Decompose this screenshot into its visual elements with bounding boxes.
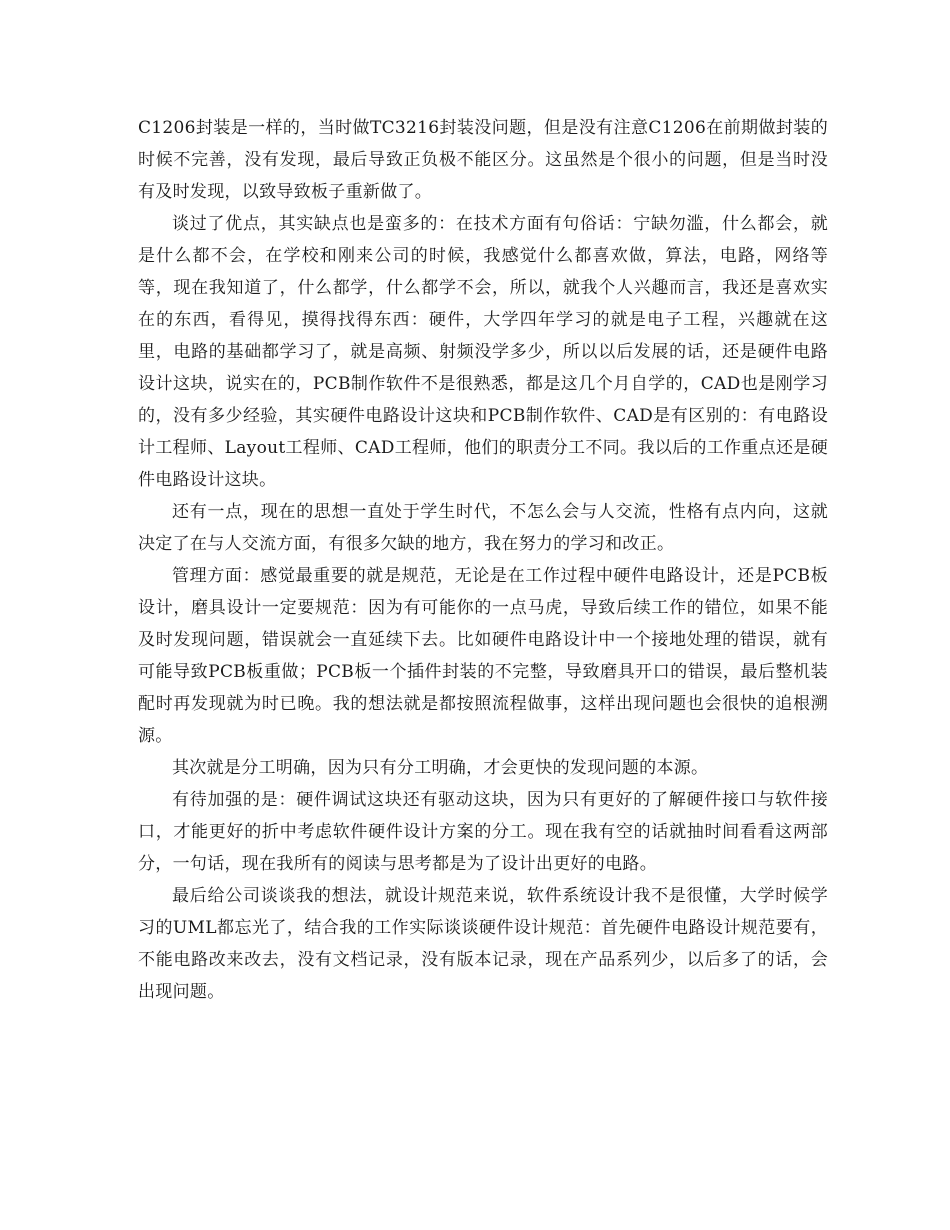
paragraph-continuation: C1206封装是一样的，当时做TC3216封装没问题，但是没有注意C1206在前期做封装的时候不完善，没有发现，最后导致正负极不能区分。这虽然是个很小的问题，但是当时没有及时发现，以致导致板子重新做了。 xyxy=(138,118,828,202)
paragraph-suggestions: 最后给公司谈谈我的想法，就设计规范来说，软件系统设计我不是很懂，大学时候学习的UML都忘光了，结合我的工作实际谈谈硬件设计规范：首先硬件电路设计规范要有，不能电路改来改去，没有文档记录，没有版本记录，现在产品系列少，以后多了的话，会出现问题。 xyxy=(138,886,828,1002)
paragraph-improvements: 有待加强的是：硬件调试这块还有驱动这块，因为只有更好的了解硬件接口与软件接口，才能更好的折中考虑软件硬件设计方案的分工。现在我有空的话就抽时间看看这两部分，一句话，现在我所有的阅读与思考都是为了设计出更好的电路。 xyxy=(138,790,828,874)
document-body xyxy=(138,112,828,1008)
paragraph-shortcomings: 谈过了优点，其实缺点也是蛮多的：在技术方面有句俗话：宁缺勿滥，什么都会，就是什么都不会，在学校和刚来公司的时候，我感觉什么都喜欢做，算法，电路，网络等等，现在我知道了，什么都学，什么都学不会，所以，就我个人兴趣而言，我还是喜欢实在的东西，看得见，摸得找得东西：硬件，大学四年学习的就是电子工程，兴趣就在这里，电路的基础都学习了，就是高频、射频没学多少，所以以后发展的话，还是硬件电路设计这块，说实在的，PCB制作软件不是很熟悉，都是这几个月自学的，CAD也是刚学习的，没有多少经验，其实硬件电路设计这块和PCB制作软件、CAD是有区别的：有电路设计工程师、Layout工程师、CAD工程师，他们的职责分工不同。我以后的工作重点还是硬件电路设计这块。 xyxy=(138,214,828,490)
paragraph-management: 管理方面：感觉最重要的就是规范，无论是在工作过程中硬件电路设计，还是PCB板设计，磨具设计一定要规范：因为有可能你的一点马虎，导致后续工作的错位，如果不能及时发现问题，错误就会一直延续下去。比如硬件电路设计中一个接地处理的错误，就有可能导致PCB板重做；PCB板一个插件封装的不完整，导致磨具开口的错误，最后整机装配时再发现就为时已晚。我的想法就是都按照流程做事，这样出现问题也会很快的追根溯源。 xyxy=(138,566,828,746)
paragraph-division-of-labor: 其次就是分工明确，因为只有分工明确，才会更快的发现问题的本源。 xyxy=(172,758,709,778)
paragraph-communication: 还有一点，现在的思想一直处于学生时代，不怎么会与人交流，性格有点内向，这就决定了在与人交流方面，有很多欠缺的地方，我在努力的学习和改正。 xyxy=(138,502,828,554)
